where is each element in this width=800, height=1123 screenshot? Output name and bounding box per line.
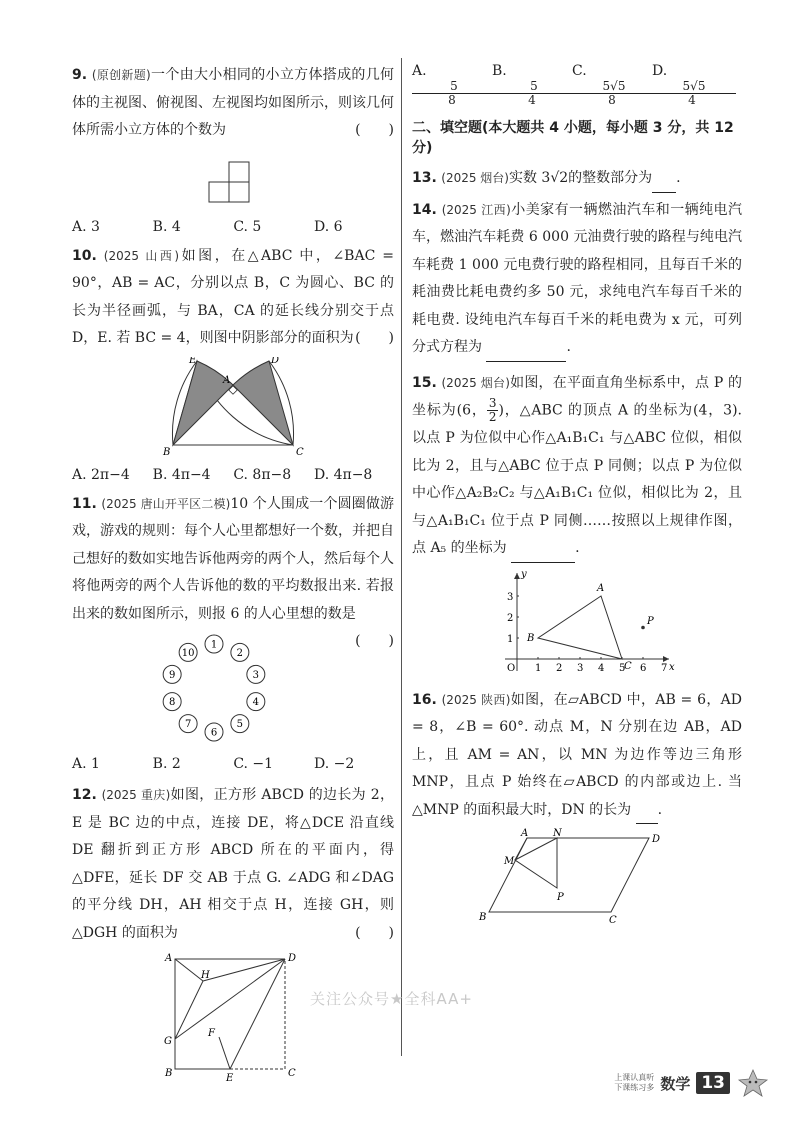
option-a[interactable]: A. 2π−4 bbox=[72, 466, 130, 483]
cube-square bbox=[229, 162, 249, 182]
option-d[interactable]: D. $\frac{5√5}{4}$ bbox=[652, 62, 732, 107]
footer-slogan: 上课认真听 下课练习多 bbox=[614, 1073, 655, 1092]
question-14: 14. (2025 江西)小美家有一辆燃油汽车和一辆纯电汽车，燃油汽车耗费 6 000 元油费行驶的路程与纯电汽车耗费 1 000 元电费行驶的路程相同，且每百千米的耗油费比耗电费约多 50 元，求纯电汽车每百千米的耗电费. 设纯电汽车每百千米的耗电费为 x 元，可列分式方程为 . bbox=[412, 197, 742, 362]
section-heading: 二、填空题(本大题共 4 小题，每小题 3 分，共 12 分) bbox=[412, 120, 734, 156]
question-source: (2025 烟台) bbox=[441, 171, 509, 185]
question-text: )，△ABC 的顶点 A 的坐标为(4，3). 以点 P 为位似中心作△A₁B₁C₁ 与△ABC 位似，相似比为 2，且与△ABC 位于点 P 同侧；以点 P 为位似中心作△A₂B₂C₂ 与△A₁B₁C₁ 位似，相似比为 2，且与△A₁B₁C₁ 位于点 P 同侧……按照以上规律作图，点 A₅ 的坐标为 bbox=[412, 402, 743, 556]
options-q9-fractions bbox=[412, 62, 742, 107]
question-source: (2025 烟台) bbox=[441, 375, 510, 390]
label-h: H bbox=[201, 970, 210, 981]
square-sides bbox=[175, 959, 285, 1069]
point-p bbox=[641, 625, 645, 629]
number-circle-label: 2 bbox=[236, 647, 243, 659]
y-axis-arrow bbox=[514, 573, 520, 579]
x-tick-6: 6 bbox=[640, 662, 647, 674]
line-hg bbox=[175, 981, 203, 1039]
x-tick-3: 3 bbox=[577, 662, 584, 674]
question-9 bbox=[72, 62, 394, 145]
origin-label: O bbox=[507, 662, 516, 674]
option-c[interactable]: C. 5 bbox=[233, 218, 262, 235]
label-e: E bbox=[226, 1073, 234, 1083]
vertex-c-label: C bbox=[624, 660, 632, 672]
cube-square bbox=[229, 182, 249, 202]
question-15: 15. (2025 烟台)如图，在平面直角坐标系中，点 P 的坐标为(6， $\frac{3}{2}$ )，△ABC 的顶点 A 的坐标为(4，3). 以点 P 为位似中心作△A₁B₁C₁ 与△ABC 位似，相似比为 2，且与△ABC 位于点 P 同侧；以点 P 为位似中心作△A₂B₂C₂ 与△A₁B₁C₁ 位似，相似比为 2，且与△A₁B₁C₁ 位于点 P 同侧……按照以上规律作图，点 A₅ 的坐标为 . bbox=[412, 370, 742, 563]
label-g: G bbox=[164, 1036, 172, 1047]
left-column bbox=[72, 62, 394, 1087]
x-tick-2: 2 bbox=[556, 662, 563, 674]
vertex-a-label: A bbox=[597, 582, 605, 594]
label-b: B bbox=[163, 446, 171, 457]
question-16: 16. (2025 陕西)如图，在▱ABCD 中，AB = 6，AD = 8，∠B = 60°. 动点 M，N 分别在边 AB，AD 上，且 AM = AN，以 MN 为边作等边三角形 MNP，且点 P 始终在▱ABCD 的内部或边上. 当△MNP 的面积最大时，DN 的长为 . bbox=[412, 687, 742, 825]
number-circle-label: 3 bbox=[252, 669, 259, 681]
option-c[interactable]: C. $\frac{5√5}{8}$ bbox=[572, 62, 652, 107]
y-axis-label: y bbox=[521, 568, 527, 580]
label-m: M bbox=[504, 856, 515, 867]
number-circle-label: 8 bbox=[168, 697, 175, 709]
answer-blank[interactable] bbox=[652, 192, 676, 193]
number-circle-label: 5 bbox=[236, 719, 243, 731]
option-a[interactable]: A. $\frac{5}{8}$ bbox=[412, 62, 492, 107]
parallelogram-figure bbox=[477, 828, 677, 926]
option-d[interactable]: D. −2 bbox=[313, 756, 355, 772]
question-number: 12. bbox=[72, 787, 97, 803]
triangle-abc bbox=[538, 596, 622, 659]
y-tick-2: 2 bbox=[507, 612, 514, 624]
label-b: B bbox=[479, 912, 487, 923]
question-12 bbox=[72, 782, 394, 947]
option-a[interactable]: A. 1 bbox=[72, 756, 100, 772]
label-d: D bbox=[271, 356, 280, 366]
x-tick-5: 5 bbox=[619, 662, 626, 674]
answer-paren: ( ) bbox=[355, 633, 394, 649]
y-tick-1: 1 bbox=[507, 633, 514, 645]
question-source: (2025 重庆) bbox=[101, 788, 171, 802]
line-de bbox=[230, 959, 285, 1069]
column-divider bbox=[401, 58, 402, 1056]
vertex-b-label: B bbox=[527, 632, 535, 644]
label-c: C bbox=[288, 1068, 296, 1079]
answer-blank[interactable] bbox=[486, 361, 566, 362]
number-circle-label: 6 bbox=[210, 727, 217, 739]
question-source: (2025 山西) bbox=[103, 248, 180, 263]
options-q10 bbox=[72, 463, 394, 487]
label-a: A bbox=[521, 828, 529, 839]
question-number: 9. bbox=[72, 67, 88, 83]
label-d: D bbox=[288, 953, 297, 964]
point-p-label: P bbox=[647, 615, 654, 627]
page-number: 13 bbox=[696, 1072, 730, 1094]
shaded-region-left bbox=[173, 361, 233, 445]
question-source: (2025 唐山开平区二模) bbox=[101, 496, 231, 511]
question-11 bbox=[72, 491, 395, 649]
square-fold-figure bbox=[163, 951, 303, 1083]
question-text: 如图，在▱ABCD 中，AB = 6，AD = 8，∠B = 60°. 动点 M，N 分别在边 AB，AD 上，且 AM = AN，以 MN 为边作等边三角形 MNP，且点 P 始终在▱ABCD 的内部或边上. 当△MNP 的面积最大时，DN 的长为 bbox=[412, 691, 743, 818]
label-c: C bbox=[296, 446, 304, 457]
line-dg bbox=[175, 959, 285, 1039]
cube-view-figure bbox=[193, 149, 273, 209]
number-circle-label: 7 bbox=[184, 719, 191, 731]
question-text: 10 个人围成一个圆圈做游戏，游戏的规则：每个人心里都想好一个数，并把自己想好的数如实地告诉他两旁的两个人，然后每个人将他两旁的两个人告诉他的数的平均数报出来. 若报出来的数如图所示，则报 6 的人心里想的数是 bbox=[72, 495, 395, 622]
options-q11 bbox=[72, 752, 394, 776]
x-axis-label: x bbox=[669, 661, 675, 673]
question-number: 15. bbox=[412, 374, 437, 391]
option-c[interactable]: C. 8π−8 bbox=[233, 466, 292, 483]
number-circle-label: 10 bbox=[181, 647, 195, 659]
question-number: 16. bbox=[412, 691, 437, 708]
cube-square bbox=[209, 182, 229, 202]
question-number: 13. bbox=[412, 170, 437, 186]
option-b[interactable]: B. $\frac{5}{4}$ bbox=[492, 62, 572, 107]
option-b[interactable]: B. 2 bbox=[152, 756, 181, 772]
right-column bbox=[412, 62, 742, 930]
x-tick-1: 1 bbox=[535, 662, 542, 674]
watermark: 关注公众号★全科AA+ bbox=[310, 990, 473, 1008]
answer-paren: ( ) bbox=[355, 122, 394, 138]
x-tick-4: 4 bbox=[598, 662, 605, 674]
coordinate-graph-figure bbox=[477, 567, 677, 679]
line-fe bbox=[219, 1037, 230, 1069]
label-d: D bbox=[652, 834, 661, 845]
option-d[interactable]: D. 4π−8 bbox=[313, 466, 373, 483]
question-source: (2025 江西) bbox=[441, 202, 511, 217]
parallelogram-abcd bbox=[489, 838, 649, 912]
y-tick-3: 3 bbox=[507, 591, 514, 603]
label-a: A bbox=[165, 953, 173, 964]
question-source: (2025 陕西) bbox=[441, 692, 511, 707]
number-circle-figure bbox=[159, 632, 269, 746]
answer-blank[interactable] bbox=[511, 562, 575, 563]
question-number: 10. bbox=[72, 247, 97, 264]
number-circle-label: 9 bbox=[168, 669, 175, 681]
number-circle-label: 1 bbox=[210, 639, 217, 651]
star-mascot-icon bbox=[736, 1068, 770, 1098]
page-footer bbox=[614, 1068, 770, 1098]
line-ah bbox=[175, 959, 203, 981]
question-text: 如图，正方形 ABCD 的边长为 2，E 是 BC 边的中点，连接 DE，将△DCE 沿直线 DE 翻折到正方形 ABCD 所在的平面内，得△DFE，延长 DF 交 AB 于点 G. ∠ADG 和∠DAG 的平分线 DH，AH 相交于点 H，连接 GH，则△DGH 的面积为 bbox=[72, 787, 395, 941]
question-text: 一个由大小相同的小立方体搭成的几何体的主视图、俯视图、左视图均如图所示，则该几何体所需小立方体的个数为 bbox=[72, 67, 395, 138]
question-text: 小美家有一辆燃油汽车和一辆纯电汽车，燃油汽车耗费 6 000 元油费行驶的路程与纯电汽车耗费 1 000 元电费行驶的路程相同，且每百千米的耗油费比耗电费约多 50 元，求纯电汽车每百千米的耗电费. 设纯电汽车每百千米的耗电费为 x 元，可列分式方程为 bbox=[412, 201, 743, 355]
arc-triangle-figure bbox=[153, 357, 313, 457]
option-d[interactable]: D. 6 bbox=[313, 218, 343, 235]
option-b[interactable]: B. 4π−4 bbox=[152, 466, 211, 483]
question-number: 11. bbox=[72, 495, 97, 512]
options-q9 bbox=[72, 215, 394, 239]
line-hd bbox=[203, 959, 285, 981]
option-c[interactable]: C. −1 bbox=[233, 756, 274, 772]
answer-blank[interactable] bbox=[636, 823, 658, 824]
question-number: 14. bbox=[412, 201, 437, 218]
label-p: P bbox=[557, 892, 564, 903]
label-e: E bbox=[189, 356, 197, 366]
label-f: F bbox=[208, 1028, 215, 1039]
label-a: A bbox=[223, 374, 231, 386]
shaded-region-right bbox=[233, 361, 293, 445]
option-a[interactable]: A. 3 bbox=[72, 218, 100, 235]
number-circle-label: 4 bbox=[252, 697, 259, 709]
label-n: N bbox=[553, 828, 562, 839]
question-source: (原创新题) bbox=[91, 68, 151, 82]
answer-paren: ( ) bbox=[355, 924, 394, 941]
label-b: B bbox=[165, 1068, 173, 1079]
question-text: 如图，在△ABC 中，∠BAC = 90°，AB = AC，分别以点 B，C 为圆心、BC 的长为半径画弧，与 BA，CA 的延长线分别交于点 D，E. 若 BC = 4，则图中阴影部分的面积为 bbox=[72, 247, 395, 346]
answer-paren: ( ) bbox=[355, 330, 394, 346]
label-c: C bbox=[609, 915, 617, 926]
x-tick-7: 7 bbox=[661, 662, 668, 674]
question-10 bbox=[72, 243, 394, 353]
question-13: 13. (2025 烟台)实数 3√2的整数部分为 . bbox=[412, 165, 742, 193]
option-b[interactable]: B. 4 bbox=[152, 218, 181, 235]
subject-label: 数学 bbox=[660, 1074, 691, 1093]
triangle-mnp bbox=[515, 838, 557, 888]
